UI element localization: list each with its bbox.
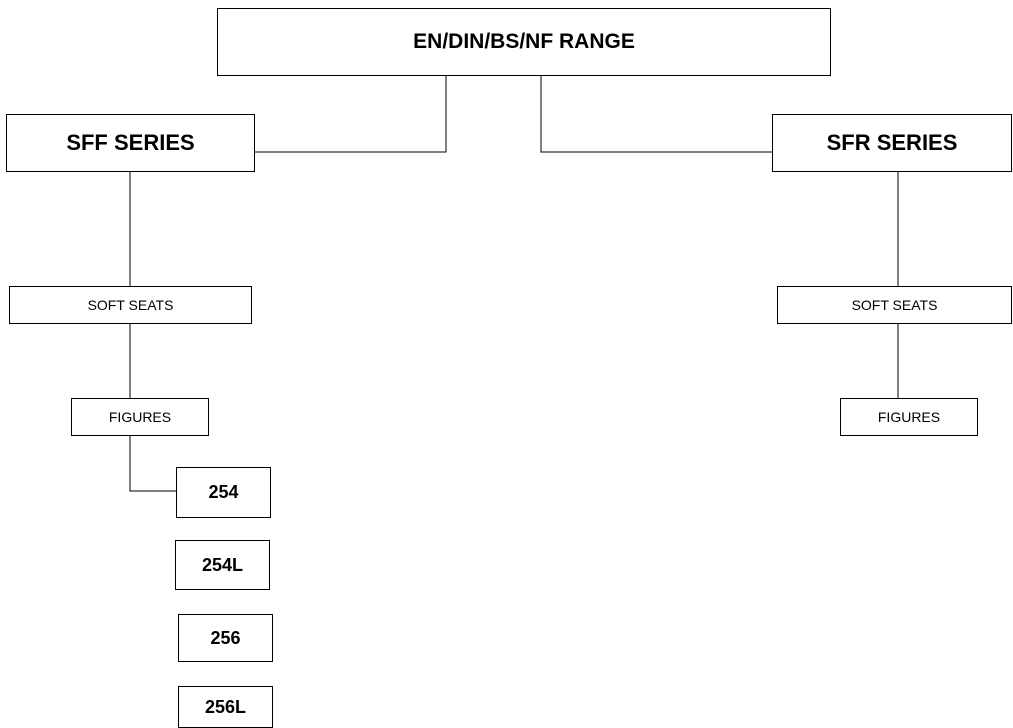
figure-254l-label: 254L xyxy=(201,554,244,575)
sfr-soft-seats-node xyxy=(777,286,1012,324)
sfr-series-label: SFR SERIES xyxy=(826,130,958,155)
figure-256l-node xyxy=(178,686,273,728)
figure-254-node xyxy=(176,467,271,518)
sff-soft-seats-node xyxy=(9,286,252,324)
sff-figures-node xyxy=(71,398,209,436)
sff-soft-seats-label: SOFT SEATS xyxy=(87,297,174,313)
connector-figures-to-254 xyxy=(130,436,176,491)
sff-figures-label: FIGURES xyxy=(108,409,172,425)
connector-root-to-sff xyxy=(255,76,446,152)
sff-series-node xyxy=(6,114,255,172)
figure-256-node xyxy=(178,614,273,662)
connector-root-to-sfr xyxy=(541,76,772,152)
sff-series-label: SFF SERIES xyxy=(66,130,195,155)
figure-256l-label: 256L xyxy=(204,696,247,717)
figure-256-label: 256 xyxy=(210,627,241,648)
sfr-figures-node xyxy=(840,398,978,436)
root-node-label: EN/DIN/BS/NF RANGE xyxy=(413,30,635,53)
root-node xyxy=(217,8,831,76)
sfr-figures-label: FIGURES xyxy=(877,409,941,425)
figure-254-label: 254 xyxy=(208,482,239,502)
sfr-soft-seats-label: SOFT SEATS xyxy=(851,297,938,313)
sfr-series-node xyxy=(772,114,1012,172)
figure-254l-node xyxy=(175,540,270,590)
